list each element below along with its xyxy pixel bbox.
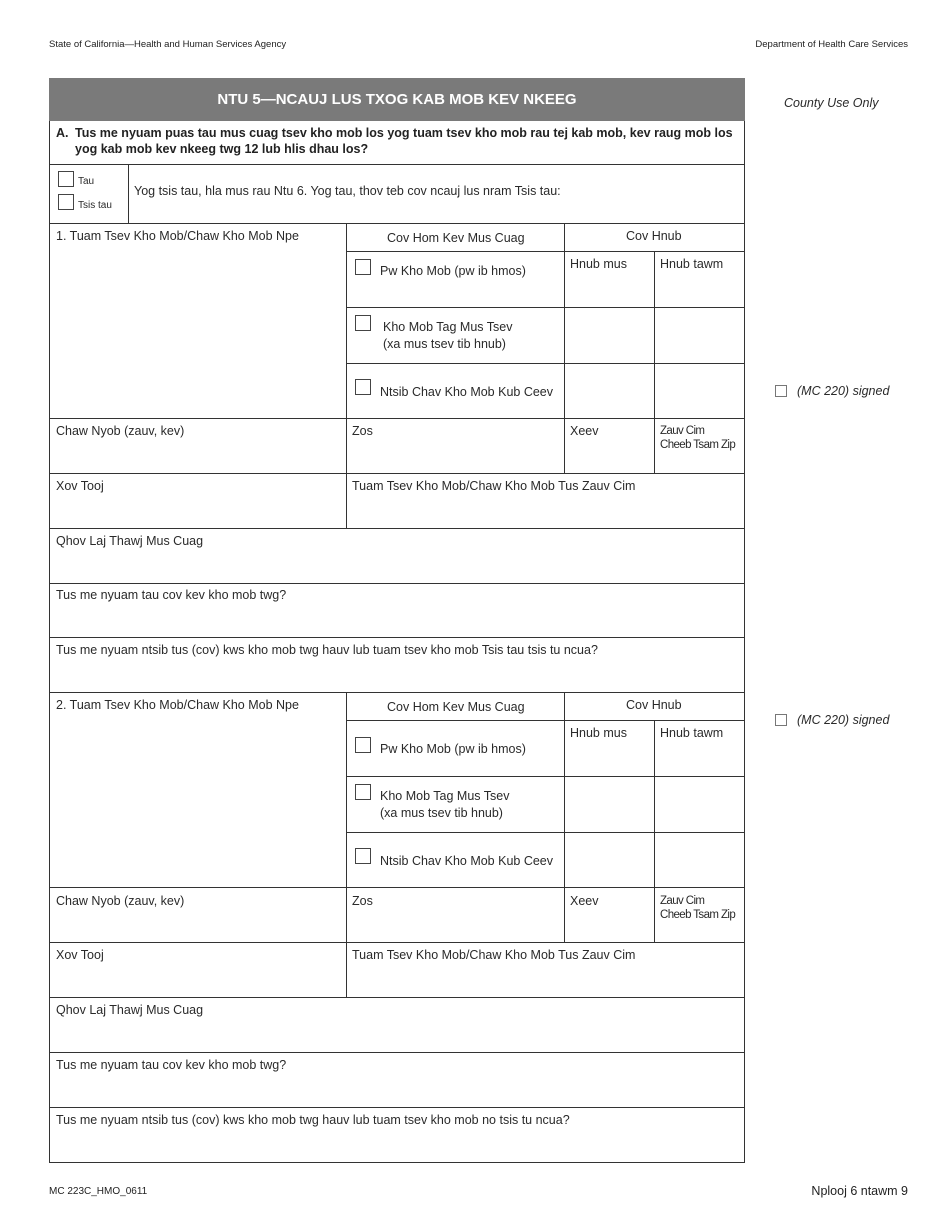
department-name: Department of Health Care Services: [755, 39, 908, 50]
treatment-question: Tus me nyuam tau cov kev kho mob twg?: [56, 1058, 287, 1072]
date-from-label: Hnub mus: [570, 726, 627, 740]
visit-type-header: Cov Hom Kev Mus Cuag: [387, 700, 525, 714]
medical-history-form: [49, 78, 745, 1163]
inpatient-label: Pw Kho Mob (pw ib hmos): [380, 264, 526, 278]
emergency-label: Ntsib Chav Kho Mob Kub Ceev: [380, 385, 554, 399]
agency-name: State of California—Health and Human Services Agency: [49, 39, 287, 50]
section-title: NTU 5—NCAUJ LUS TXOG KAB MOB KEV NKEEG: [49, 78, 745, 121]
emergency-checkbox[interactable]: [355, 848, 371, 864]
answer-instructions: Yog tsis tau, hla mus rau Ntu 6. Yog tau, thov teb cov ncauj lus nram Tsis tau:: [134, 184, 561, 198]
address-label: Chaw Nyob (zauv, kev): [56, 424, 185, 438]
facility-id-label: Tuam Tsev Kho Mob/Chaw Kho Mob Tus Zauv Cim: [352, 479, 636, 493]
reason-label: Qhov Laj Thawj Mus Cuag: [56, 1003, 204, 1017]
inpatient-checkbox[interactable]: [355, 737, 371, 753]
treatment-question: Tus me nyuam tau cov kev kho mob twg?: [56, 588, 287, 602]
emergency-label: Ntsib Chav Kho Mob Kub Ceev: [380, 854, 554, 868]
question-a-label: A.: [56, 126, 69, 140]
no-label: Tsis tau: [78, 200, 112, 211]
address-label: Chaw Nyob (zauv, kev): [56, 894, 185, 908]
question-a: [56, 125, 736, 157]
zip-label-line2: Cheeb Tsam Zip: [660, 439, 736, 451]
dates-header: Cov Hnub: [626, 698, 682, 712]
date-from-label: Hnub mus: [570, 257, 627, 271]
outpatient-checkbox[interactable]: [355, 784, 371, 800]
outpatient-label: Kho Mob Tag Mus Tsev: [380, 789, 510, 803]
phone-label: Xov Tooj: [56, 479, 104, 493]
state-label: Xeev: [570, 894, 599, 908]
question-a-text: Tus me nyuam puas tau mus cuag tsev kho mob los yog tuam tsev kho mob rau tej kab mob, kev raug mob los yog kab mob kev nkeeg twg 12 lub hlis dhau los?: [75, 126, 733, 156]
followup-question: Tus me nyuam ntsib tus (cov) kws kho mob twg hauv lub tuam tsev kho mob no tsis tu ncua?: [56, 1113, 570, 1127]
facility-name-label: 1. Tuam Tsev Kho Mob/Chaw Kho Mob Npe: [56, 229, 299, 243]
inpatient-checkbox[interactable]: [355, 259, 371, 275]
yes-label: Tau: [78, 176, 95, 187]
outpatient-sublabel: (xa mus tsev tib hnub): [380, 806, 503, 820]
dates-header: Cov Hnub: [626, 229, 682, 243]
form-id: MC 223C_HMO_0611: [49, 1186, 148, 1197]
mc220-signed-checkbox-2[interactable]: [775, 714, 787, 726]
zip-label-line2: Cheeb Tsam Zip: [660, 909, 736, 921]
visit-type-header: Cov Hom Kev Mus Cuag: [387, 231, 525, 245]
city-label: Zos: [352, 424, 373, 438]
city-label: Zos: [352, 894, 373, 908]
date-to-label: Hnub tawm: [660, 726, 724, 740]
mc220-signed-label-2: (MC 220) signed: [797, 713, 890, 727]
state-label: Xeev: [570, 424, 599, 438]
phone-label: Xov Tooj: [56, 948, 104, 962]
facility-name-label: 2. Tuam Tsev Kho Mob/Chaw Kho Mob Npe: [56, 698, 299, 712]
mc220-signed-label-1: (MC 220) signed: [797, 384, 890, 398]
page-number: Nplooj 6 ntawm 9: [811, 1184, 908, 1198]
no-checkbox[interactable]: [58, 194, 74, 210]
followup-question: Tus me nyuam ntsib tus (cov) kws kho mob twg hauv lub tuam tsev kho mob Tsis tau tsis tu ncua?: [56, 643, 598, 657]
outpatient-sublabel: (xa mus tsev tib hnub): [383, 337, 506, 351]
zip-label-line1: Zauv Cim: [660, 425, 705, 437]
date-to-label: Hnub tawm: [660, 257, 724, 271]
county-use-label: County Use Only: [784, 96, 879, 110]
zip-label-line1: Zauv Cim: [660, 895, 705, 907]
inpatient-label: Pw Kho Mob (pw ib hmos): [380, 742, 526, 756]
mc220-signed-checkbox-1[interactable]: [775, 385, 787, 397]
facility-id-label: Tuam Tsev Kho Mob/Chaw Kho Mob Tus Zauv Cim: [352, 948, 636, 962]
emergency-checkbox[interactable]: [355, 379, 371, 395]
reason-label: Qhov Laj Thawj Mus Cuag: [56, 534, 204, 548]
outpatient-checkbox[interactable]: [355, 315, 371, 331]
yes-checkbox[interactable]: [58, 171, 74, 187]
outpatient-label: Kho Mob Tag Mus Tsev: [383, 320, 513, 334]
